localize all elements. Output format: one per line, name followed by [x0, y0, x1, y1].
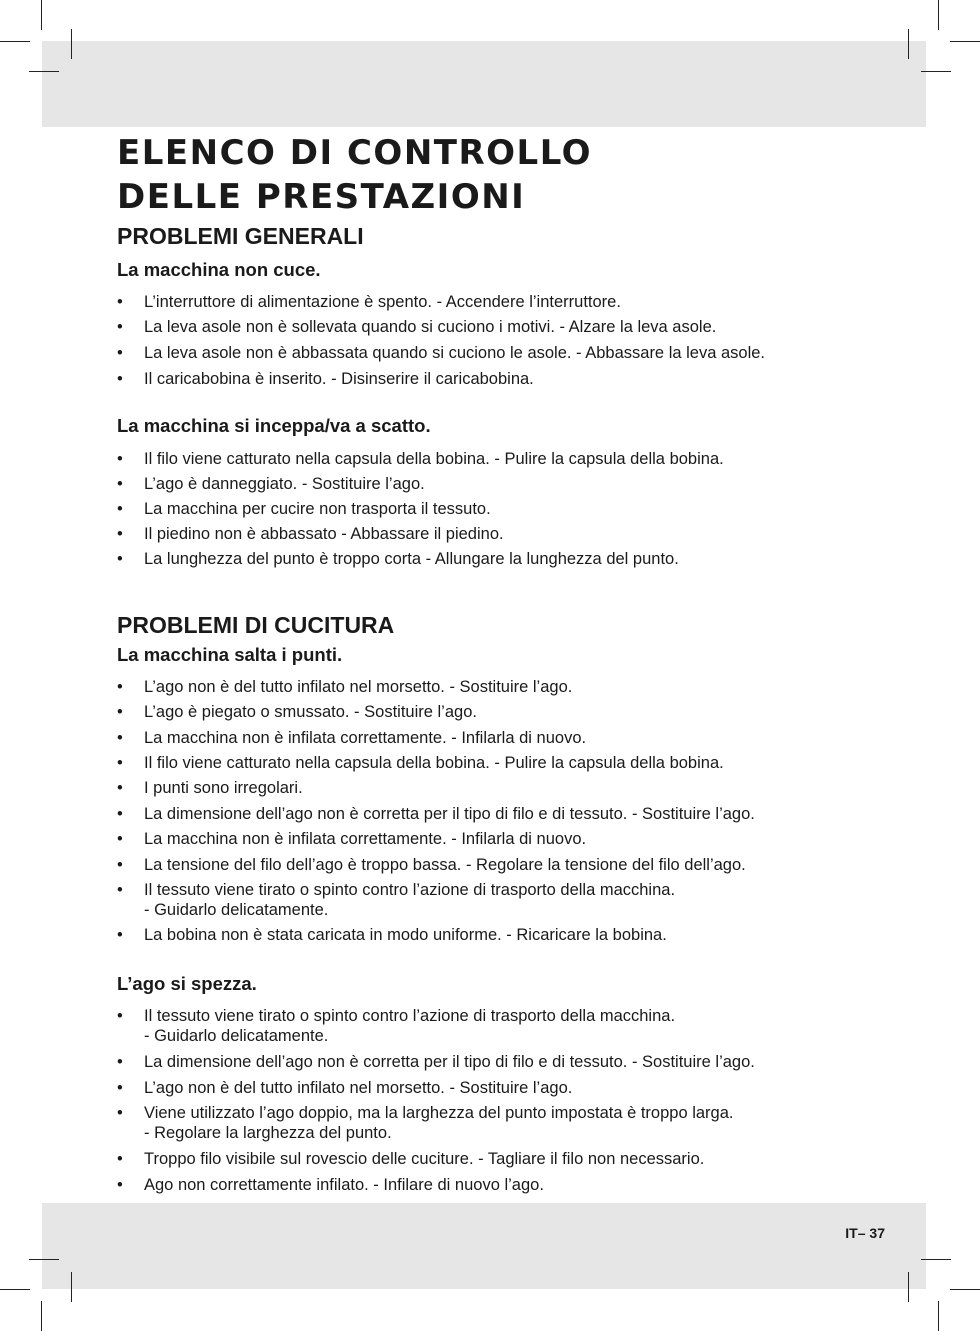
list-item: • La macchina non è infilata correttamente. - Infilarla di nuovo.: [117, 728, 917, 748]
list-item: • I punti sono irregolari.: [117, 778, 917, 798]
list-item: • La tensione del filo dell’ago è troppo bassa. - Regolare la tensione del filo dell’ago.: [117, 855, 917, 875]
list-item: • Ago non correttamente infilato. - Infilare di nuovo l’ago.: [117, 1175, 917, 1195]
crop-mark: [29, 71, 59, 72]
crop-mark: [41, 0, 42, 30]
footer-band: [42, 1203, 926, 1289]
bullet-list-skips: [117, 677, 917, 945]
crop-mark: [908, 1272, 909, 1302]
list-item: • L’ago è danneggiato. - Sostituire l’ago.: [117, 474, 917, 494]
list-item: • Troppo filo visibile sul rovescio delle cuciture. - Tagliare il filo non necessario.: [117, 1149, 917, 1169]
list-item: • Il tessuto viene tirato o spinto contro l’azione di trasporto della macchina. - Guidarlo delicatamente.: [117, 1006, 917, 1046]
list-item: • La leva asole non è abbassata quando si cuciono le asole. - Abbassare la leva asole.: [117, 343, 917, 363]
list-item: • L’ago è piegato o smussato. - Sostituire l’ago.: [117, 702, 917, 722]
page-title-line-1: ELENCO DI CONTROLLO: [117, 133, 593, 173]
list-item: • La bobina non è stata caricata in modo uniforme. - Ricaricare la bobina.: [117, 925, 917, 945]
group-heading-no-sew: La macchina non cuce.: [117, 259, 321, 280]
bullet-list-needle-breaks: [117, 1006, 917, 1195]
crop-mark: [938, 0, 939, 30]
list-item: • La leva asole non è sollevata quando si cuciono i motivi. - Alzare la leva asole.: [117, 317, 917, 337]
list-item: • Il caricabobina è inserito. - Disinserire il caricabobina.: [117, 369, 917, 389]
crop-mark: [938, 1301, 939, 1331]
list-item: • L’ago non è del tutto infilato nel morsetto. - Sostituire l’ago.: [117, 677, 917, 697]
crop-mark: [71, 1272, 72, 1302]
page-title: [117, 131, 592, 219]
section-heading-general: PROBLEMI GENERALI: [117, 223, 364, 249]
group-heading-needle-breaks: L’ago si spezza.: [117, 973, 257, 994]
list-item: • La dimensione dell’ago non è corretta per il tipo di filo e di tessuto. - Sostituire l’ago.: [117, 804, 917, 824]
bullet-list-no-sew: [117, 292, 917, 389]
list-item: • Il piedino non è abbassato - Abbassare il piedino.: [117, 524, 917, 544]
list-item: • Il filo viene catturato nella capsula della bobina. - Pulire la capsula della bobina.: [117, 449, 917, 469]
crop-mark: [29, 1259, 59, 1260]
crop-mark: [950, 1289, 980, 1290]
group-heading-skips: La macchina salta i punti.: [117, 644, 343, 665]
list-item: • Viene utilizzato l’ago doppio, ma la larghezza del punto impostata è troppo larga. - Regolare la larghezza del punto.: [117, 1103, 917, 1143]
crop-mark: [950, 41, 980, 42]
group-heading-jams: La macchina si inceppa/va a scatto.: [117, 415, 431, 436]
list-item: • L’ago non è del tutto infilato nel morsetto. - Sostituire l’ago.: [117, 1078, 917, 1098]
page-number: IT– 37: [845, 1225, 885, 1241]
bullet-list-jams: [117, 449, 917, 569]
crop-mark: [921, 71, 951, 72]
crop-mark: [41, 1301, 42, 1331]
header-band: [42, 41, 926, 127]
crop-mark: [0, 41, 30, 42]
list-item: • Il filo viene catturato nella capsula della bobina. - Pulire la capsula della bobina.: [117, 753, 917, 773]
crop-mark: [908, 29, 909, 59]
list-item: • L’interruttore di alimentazione è spento. - Accendere l’interruttore.: [117, 292, 917, 312]
section-heading-sewing: PROBLEMI DI CUCITURA: [117, 612, 395, 638]
crop-mark: [71, 29, 72, 59]
list-item: • La macchina per cucire non trasporta il tessuto.: [117, 499, 917, 519]
list-item: • La lunghezza del punto è troppo corta - Allungare la lunghezza del punto.: [117, 549, 917, 569]
list-item: • La dimensione dell’ago non è corretta per il tipo di filo e di tessuto. - Sostituire l’ago.: [117, 1052, 917, 1072]
list-item: • La macchina non è infilata correttamente. - Infilarla di nuovo.: [117, 829, 917, 849]
list-item: • Il tessuto viene tirato o spinto contro l’azione di trasporto della macchina. - Guidarlo delicatamente.: [117, 880, 917, 920]
page-title-line-2: DELLE PRESTAZIONI: [117, 177, 526, 217]
crop-mark: [0, 1289, 30, 1290]
crop-mark: [921, 1259, 951, 1260]
